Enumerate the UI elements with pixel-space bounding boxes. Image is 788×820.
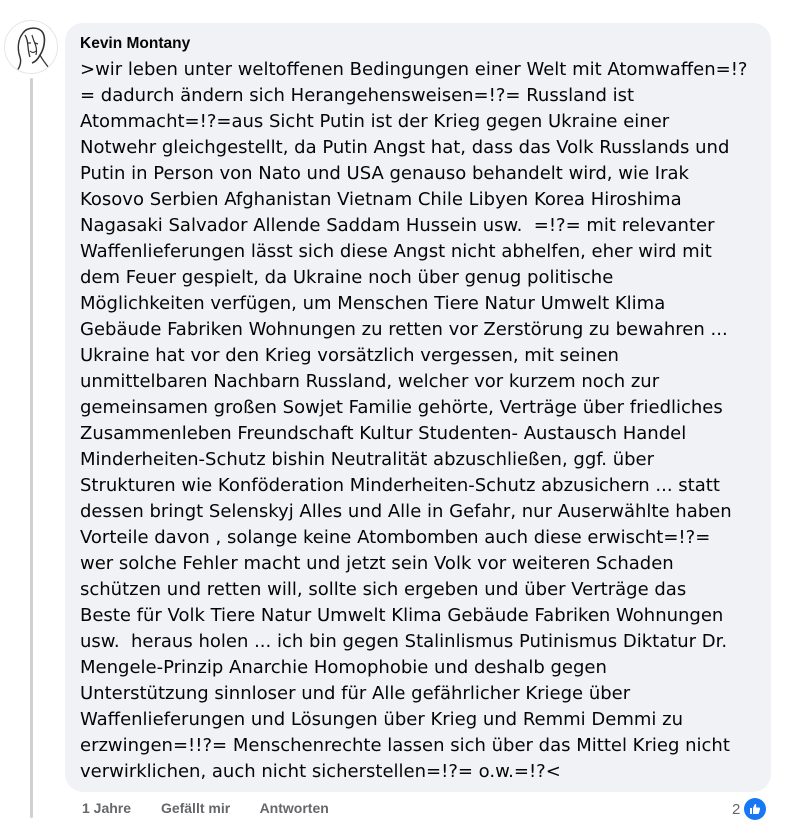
comment-text-line: dessen bringt Selenskyj Alles und Alle in Gefahr, nur Auserwählte haben bbox=[80, 501, 732, 522]
like-thumb-icon bbox=[744, 798, 766, 820]
comment-text-line: >wir leben unter weltoffenen Bedingungen einer Welt mit Atomwaffen=!? bbox=[80, 59, 748, 80]
comment-text-line: Zusammenleben Freundschaft Kultur Studenten- Austausch Handel bbox=[80, 423, 687, 444]
comment-text-line: Möglichkeiten verfügen, um Menschen Tiere Natur Umwelt Klima bbox=[80, 293, 666, 314]
comment-bubble bbox=[65, 23, 771, 792]
comment-text-line: Gebäude Fabriken Wohnungen zu retten vor Zerstörung zu bewahren ... bbox=[80, 319, 728, 340]
sketch-portrait-icon bbox=[5, 21, 57, 73]
comment-text-line: Kosovo Serbien Afghanistan Vietnam Chile Libyen Korea Hiroshima bbox=[80, 189, 682, 210]
comment-text bbox=[80, 57, 757, 785]
comment-text-line: Vorteile davon , solange keine Atombomben auch diese erwischt=!?= bbox=[80, 527, 711, 548]
comment-text-line: Unterstützung sinnloser und für Alle gefährlicher Kriege über bbox=[80, 683, 631, 704]
comment-timestamp[interactable]: 1 Jahre bbox=[82, 800, 132, 816]
reply-thread-line bbox=[30, 78, 33, 818]
comment-text-line: Nagasaki Salvador Allende Saddam Hussein usw. =!?= mit relevanter bbox=[80, 215, 715, 236]
reaction-count: 2 bbox=[732, 800, 741, 818]
comment-author[interactable]: Kevin Montany bbox=[80, 35, 191, 52]
comment-text-line: dem Feuer gespielt, da Ukraine noch über genug politische bbox=[80, 267, 614, 288]
comment-text-line: usw. heraus holen ... ich bin gegen Stalinlismus Putinismus Diktatur Dr. bbox=[80, 631, 728, 652]
comment-text-line: erzwingen=!!?= Menschenrechte lassen sich über das Mittel Krieg nicht bbox=[80, 735, 730, 756]
avatar[interactable] bbox=[4, 20, 58, 74]
reply-button[interactable]: Antworten bbox=[259, 800, 329, 816]
reaction-summary[interactable] bbox=[732, 798, 766, 820]
comment-text-line: Waffenlieferungen lässt sich diese Angst nicht abhelfen, eher wird mit bbox=[80, 241, 712, 262]
comment-actions bbox=[82, 800, 355, 816]
comment-text-line: Notwehr gleichgestellt, da Putin Angst hat, dass das Volk Russlands und bbox=[80, 137, 730, 158]
comment-text-line: wer solche Fehler macht und jetzt sein Volk vor weiteren Schaden bbox=[80, 553, 674, 574]
comment-text-line: verwirklichen, auch nicht sicherstellen=!?= o.w.=!?< bbox=[80, 761, 561, 782]
comment-text-line: Atommacht=!?=aus Sicht Putin ist der Krieg gegen Ukraine einer bbox=[80, 111, 670, 132]
comment-text-line: Putin in Person von Nato und USA genauso behandelt wird, wie Irak bbox=[80, 163, 689, 184]
comment-text-line: Mengele-Prinzip Anarchie Homophobie und deshalb gegen bbox=[80, 657, 607, 678]
comment-text-line: Waffenlieferungen und Lösungen über Krieg und Remmi Demmi zu bbox=[80, 709, 683, 730]
comment-text-line: Minderheiten-Schutz bishin Neutralität abzuschließen, ggf. über bbox=[80, 449, 655, 470]
comment-text-line: schützen und retten will, sollte sich ergeben und über Verträge das bbox=[80, 579, 687, 600]
comment-text-line: unmittelbaren Nachbarn Russland, welcher vor kurzem noch zur bbox=[80, 371, 660, 392]
comment-text-line: Beste für Volk Tiere Natur Umwelt Klima Gebäude Fabriken Wohnungen bbox=[80, 605, 724, 626]
comment-text-line: gemeinsamen großen Sowjet Familie gehörte, Verträge über friedliches bbox=[80, 397, 723, 418]
comment-text-line: = dadurch ändern sich Herangehensweisen=!?= Russland ist bbox=[80, 85, 635, 106]
like-button[interactable]: Gefällt mir bbox=[160, 800, 231, 816]
comment-text-line: Strukturen wie Konföderation Minderheiten-Schutz abzusichern ... statt bbox=[80, 475, 720, 496]
comment-text-line: Ukraine hat vor den Krieg vorsätzlich vergessen, mit seinen bbox=[80, 345, 619, 366]
